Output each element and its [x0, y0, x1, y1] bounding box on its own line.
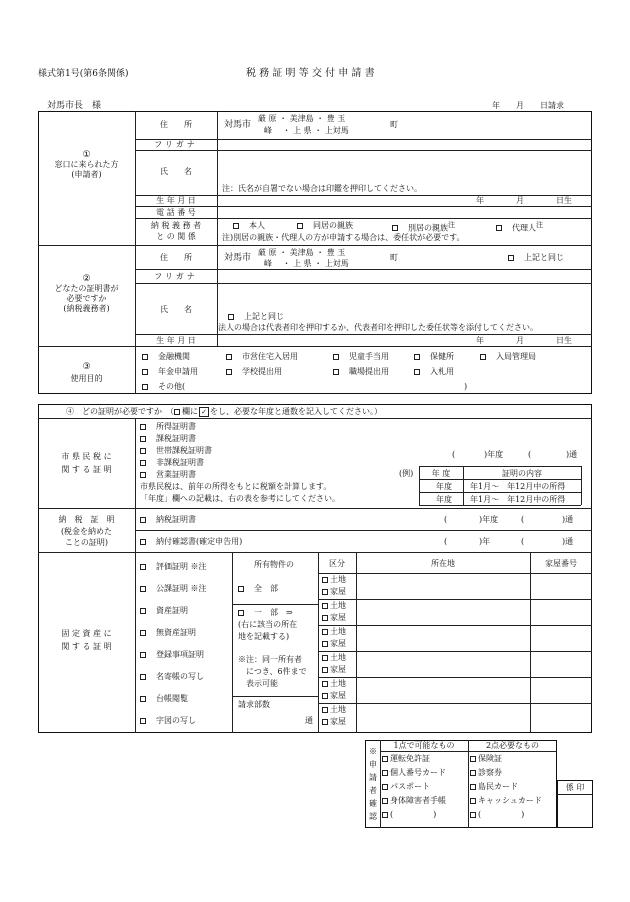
- kotei-item-map[interactable]: 字図の写し: [140, 716, 196, 725]
- id-insurance[interactable]: 保険証: [470, 754, 502, 763]
- purpose-child[interactable]: 児童手当用: [333, 352, 389, 361]
- id-passport[interactable]: パスポート: [382, 782, 430, 791]
- nouzei-count-close: )通: [562, 515, 574, 524]
- checkbox-icon[interactable]: [480, 354, 486, 360]
- example-row2-year: 年度: [436, 495, 452, 504]
- checkbox-icon[interactable]: [322, 589, 328, 595]
- prop-part-note-1: (右に該当の所在: [238, 620, 298, 629]
- s1-relation-label-1: 納 税 義 務 者: [150, 221, 202, 230]
- confirm-year-open[interactable]: (: [444, 537, 448, 546]
- checkbox-icon[interactable]: [140, 608, 146, 614]
- stamp-label: 係 印: [565, 783, 585, 792]
- confirm-col1-head: 1点で可能なもの: [393, 741, 455, 750]
- prop-part[interactable]: 一 部 ⇒: [238, 608, 293, 617]
- checkbox-icon[interactable]: [470, 756, 476, 762]
- checkbox-icon[interactable]: [140, 630, 146, 636]
- req-count-unit: 通: [305, 716, 313, 725]
- purpose-immigration[interactable]: 入局管理局: [480, 352, 536, 361]
- section2-label-3: (納税義務者): [63, 304, 110, 313]
- purpose-pension[interactable]: 年金申請用: [142, 367, 198, 376]
- checkbox-icon[interactable]: [322, 719, 328, 725]
- nouzei-label-3: ことの証明): [64, 538, 109, 547]
- kotei-item-noasset[interactable]: 無資産証明: [140, 628, 196, 637]
- prop-all[interactable]: 全 部: [238, 584, 278, 593]
- kotei-item-asset[interactable]: 資産証明: [140, 606, 188, 615]
- row6-house[interactable]: 家屋: [322, 717, 346, 726]
- checkbox-icon[interactable]: [140, 436, 146, 442]
- checkbox-icon[interactable]: [140, 564, 146, 570]
- s1-towns-line1[interactable]: 厳 原 ・ 美津島 ・ 豊 玉: [258, 114, 346, 123]
- checkbox-icon[interactable]: [226, 354, 232, 360]
- s2-name-label: 氏 名: [160, 305, 192, 314]
- s1-dob-label: 生 年 月 日: [156, 196, 196, 205]
- confirm-side-label: ※申請者確認: [369, 747, 377, 821]
- checkbox-icon[interactable]: [322, 641, 328, 647]
- checkbox-icon[interactable]: [470, 798, 476, 804]
- form-title: 税 務 証 明 等 交 付 申 請 書: [246, 68, 375, 79]
- s2-towns-line1[interactable]: 厳 原 ・ 美津島 ・ 豊 玉: [258, 248, 346, 257]
- checkbox-icon[interactable]: [140, 424, 146, 430]
- example-row1-year: 年度: [436, 482, 452, 491]
- row6-land[interactable]: 土地: [322, 705, 346, 714]
- id-islander-card[interactable]: 島民カード: [470, 782, 518, 791]
- kotei-item-ledger[interactable]: 台帳閲覧: [140, 694, 188, 703]
- kenmin-year-close: )年度: [484, 450, 504, 459]
- kenmin-year-open[interactable]: (: [452, 450, 456, 459]
- nouzei-label-1: 納 税 証 明: [58, 515, 115, 524]
- row1-house[interactable]: 家屋: [322, 587, 346, 596]
- row3-house[interactable]: 家屋: [322, 639, 346, 648]
- rel-option-agent[interactable]: 代理人$^注$: [496, 221, 543, 233]
- s1-furigana-label: フリガナ: [154, 140, 198, 149]
- s1-phone-label: 電 話 番 号: [156, 208, 196, 217]
- s2-city: 対馬市: [224, 253, 252, 263]
- confirm-col2-head: 2点必要なもの: [485, 741, 540, 750]
- prop-note-3: 表示可能: [246, 679, 278, 688]
- nouzei-label-2: (税金を納めた: [60, 527, 113, 536]
- id-drivers-license[interactable]: 運転免許証: [382, 754, 430, 763]
- s2-address-label: 住 所: [160, 253, 192, 262]
- id-disability[interactable]: 身体障害者手帳: [382, 796, 446, 805]
- checkbox-icon[interactable]: [228, 314, 234, 320]
- checkbox-icon[interactable]: [392, 225, 398, 231]
- checkbox-icon[interactable]: [470, 770, 476, 776]
- row5-house[interactable]: 家屋: [322, 691, 346, 700]
- checkbox-icon[interactable]: [414, 369, 420, 375]
- kenmin-count-close: )通: [566, 450, 578, 459]
- prop-head: 所有物件の: [254, 560, 294, 569]
- s1-dob-format[interactable]: 年 月 日生: [476, 196, 572, 205]
- row4-land[interactable]: 土地: [322, 653, 346, 662]
- purpose-work[interactable]: 職場提出用: [333, 367, 389, 376]
- purpose-bank[interactable]: 金融機関: [142, 352, 190, 361]
- nouzei-year-close: )年度: [479, 515, 499, 524]
- s2-furigana-label: フリガナ: [154, 272, 198, 281]
- s1-machi: 町: [390, 120, 398, 129]
- checkbox-icon[interactable]: [140, 517, 146, 523]
- addressee: 対馬市長 様: [47, 101, 102, 111]
- kotei-label-2: 関 す る 証 明: [61, 642, 112, 651]
- checkbox-icon[interactable]: [322, 667, 328, 673]
- kotei-item-nayose[interactable]: 名寄帳の写し: [140, 672, 204, 681]
- checkbox-icon[interactable]: [322, 655, 328, 661]
- checkbox-icon[interactable]: [414, 354, 420, 360]
- kotei-item-registry[interactable]: 登録事項証明: [140, 650, 204, 659]
- purpose-housing[interactable]: 市営住宅入居用: [226, 352, 298, 361]
- req-count-label: 請求部数: [238, 700, 270, 709]
- checkbox-icon[interactable]: [238, 586, 244, 592]
- section1-sublabel: (申請者): [71, 170, 102, 179]
- example-row2-content: 年1月～ 年12月中の所得: [470, 495, 566, 504]
- house-no-header: 家屋番号: [545, 559, 577, 568]
- id-cash-card[interactable]: キャッシュカード: [470, 796, 542, 805]
- checkbox-icon[interactable]: [382, 798, 388, 804]
- checkbox-icon[interactable]: [238, 610, 244, 616]
- prop-note-1: ※注：同一所有者: [238, 655, 302, 664]
- checkbox-icon[interactable]: [140, 539, 146, 545]
- checkbox-icon[interactable]: [140, 674, 146, 680]
- kotei-item-public[interactable]: 公課証明 ※注: [140, 584, 207, 593]
- location-header: 所在地: [431, 559, 455, 568]
- checkbox-icon[interactable]: [470, 812, 476, 818]
- row2-house[interactable]: 家屋: [322, 613, 346, 622]
- checkbox-icon[interactable]: [333, 369, 339, 375]
- section2-number: ②: [82, 274, 91, 284]
- checkbox-icon[interactable]: [142, 354, 148, 360]
- checkbox-icon[interactable]: [333, 354, 339, 360]
- confirm-count-close: )通: [562, 537, 574, 546]
- kenmin-item-business[interactable]: 営業証明書: [140, 470, 196, 479]
- kenmin-label-2: 関 す る 証 明: [61, 465, 112, 474]
- row4-house[interactable]: 家屋: [322, 665, 346, 674]
- checkbox-icon[interactable]: [140, 586, 146, 592]
- purpose-other[interactable]: その他(: [142, 382, 185, 391]
- section2-label-1: どなたの証明書が: [54, 284, 119, 293]
- s1-relation-label-2: と の 関 係: [156, 232, 196, 241]
- rel-option-self[interactable]: 本人: [233, 221, 265, 230]
- prop-part-note-2: 地を記載する): [238, 632, 290, 641]
- s2-machi: 町: [390, 253, 398, 262]
- s2-dob-label: 生 年 月 日: [156, 336, 196, 345]
- nouzei-year-open[interactable]: (: [444, 515, 448, 524]
- checkbox-icon[interactable]: [382, 812, 388, 818]
- s2-corp-note: 法人の場合は代表者印を押印するか、代表者印を押印した委任状等を添付してください。: [218, 323, 538, 332]
- s1-name-label: 氏 名: [160, 167, 192, 176]
- checkbox-icon[interactable]: [508, 255, 514, 261]
- row3-land[interactable]: 土地: [322, 627, 346, 636]
- id-other-1[interactable]: ( ): [382, 810, 436, 819]
- checkbox-icon[interactable]: [142, 369, 148, 375]
- checkbox-icon[interactable]: [226, 369, 232, 375]
- row1-land[interactable]: 土地: [322, 575, 346, 584]
- kenmin-count-open[interactable]: (: [528, 450, 532, 459]
- kotei-label-1: 固 定 資 産 に: [61, 629, 112, 638]
- checkbox-icon[interactable]: [233, 223, 239, 229]
- nouzei-count-open[interactable]: (: [521, 515, 525, 524]
- id-mynumber[interactable]: 個人番号カード: [382, 768, 446, 777]
- nouzei-item-cert[interactable]: 納税証明書: [140, 515, 196, 524]
- checkbox-icon[interactable]: [470, 784, 476, 790]
- checkbox-icon[interactable]: [382, 756, 388, 762]
- s2-same-address[interactable]: 上記と同じ: [508, 253, 564, 262]
- confirm-count-open[interactable]: (: [521, 537, 525, 546]
- s1-address-label: 住 所: [160, 120, 192, 129]
- rel-option-separate[interactable]: 別居の親族$^注$: [392, 221, 455, 233]
- checkbox-icon[interactable]: [140, 460, 146, 466]
- s2-towns-line2[interactable]: 峰 ・ 上 県 ・ 上対馬: [264, 259, 349, 268]
- section3-number: ③: [82, 362, 91, 372]
- checkbox-icon[interactable]: [496, 225, 502, 231]
- example-head-content: 証明の内容: [502, 469, 542, 478]
- checkbox-icon[interactable]: [322, 681, 328, 687]
- checkbox-icon[interactable]: [322, 707, 328, 713]
- row2-land[interactable]: 土地: [322, 601, 346, 610]
- s1-name-note: 注：氏名が自署でない場合は印鑑を押印してください。: [222, 184, 422, 193]
- checkbox-icon[interactable]: [140, 718, 146, 724]
- example-label: (例): [399, 469, 414, 478]
- kotei-item-valuation[interactable]: 評価証明 ※注: [140, 562, 207, 571]
- s2-dob-format[interactable]: 年 月 日生: [476, 336, 572, 345]
- checkbox-icon[interactable]: [382, 770, 388, 776]
- request-date[interactable]: 年 月 日請求: [492, 101, 564, 110]
- kenmin-item-household[interactable]: 世帯課税証明書: [140, 446, 212, 455]
- checkbox-icon[interactable]: [322, 693, 328, 699]
- checkbox-icon[interactable]: [297, 223, 303, 229]
- purpose-school[interactable]: 学校提出用: [226, 367, 282, 376]
- row5-land[interactable]: 土地: [322, 679, 346, 688]
- id-other-2[interactable]: ( ): [470, 810, 524, 819]
- section2-label-2: 必要ですか: [66, 294, 107, 303]
- purpose-bid[interactable]: 入札用: [414, 367, 454, 376]
- purpose-other-close: ): [464, 382, 468, 391]
- rel-note: 注)別居の親族・代理人の方が申請する場合は、委任状が必要です。: [222, 233, 465, 242]
- checkbox-icon[interactable]: [322, 577, 328, 583]
- kenmin-note-2: 「年度」欄への記載は、右の表を参考にしてください。: [140, 494, 340, 503]
- checkbox-icon[interactable]: [140, 696, 146, 702]
- section1-number: ①: [82, 150, 91, 160]
- kenmin-note-1: 市県民税は、前年の所得をもとに税額を計算します。: [140, 482, 332, 491]
- example-row1-content: 年1月～ 年12月中の所得: [470, 482, 566, 491]
- section3-label: 使用目的: [70, 374, 103, 383]
- kenmin-item-income[interactable]: 所得証明書: [140, 422, 196, 431]
- rel-option-cohabiting[interactable]: 同居の親族: [297, 221, 353, 230]
- checkbox-icon: [174, 409, 180, 415]
- s1-towns-line2[interactable]: 峰 ・ 上 県 ・ 上対馬: [264, 126, 349, 135]
- nouzei-item-confirm[interactable]: 納付確認書(確定申告用): [140, 537, 242, 546]
- prop-note-2: につき、6件まで: [246, 667, 307, 676]
- checkbox-icon[interactable]: [142, 384, 148, 390]
- id-patient-card[interactable]: 診察券: [470, 768, 502, 777]
- kubun-header: 区分: [329, 559, 345, 568]
- kenmin-item-tax[interactable]: 課税証明書: [140, 434, 196, 443]
- kenmin-item-nontax[interactable]: 非課税証明書: [140, 458, 204, 467]
- s1-city: 対馬市: [224, 120, 252, 130]
- kenmin-label-1: 市 県 民 税 に: [61, 452, 112, 461]
- form-number: 様式第1号(第6条関係): [38, 69, 129, 79]
- purpose-health[interactable]: 保健所: [414, 352, 454, 361]
- checkbox-icon[interactable]: [322, 615, 328, 621]
- example-head-year: 年 度: [431, 469, 451, 478]
- checkbox-icon[interactable]: [322, 629, 328, 635]
- checkbox-icon[interactable]: [140, 448, 146, 454]
- checkbox-icon[interactable]: [382, 784, 388, 790]
- confirm-year-close: )年: [479, 537, 491, 546]
- checkbox-icon[interactable]: [322, 603, 328, 609]
- checkbox-icon[interactable]: [140, 472, 146, 478]
- checkbox-icon[interactable]: [140, 652, 146, 658]
- section1-label: 窓口に来られた方: [54, 160, 119, 169]
- s2-same-name[interactable]: 上記と同じ: [228, 312, 284, 321]
- checkmark-icon: ✓: [199, 407, 209, 417]
- s4-heading: ④ どの証明が必要ですか （ 欄に ✓ をし、必要な年度と通数を記入してください。）: [66, 407, 382, 416]
